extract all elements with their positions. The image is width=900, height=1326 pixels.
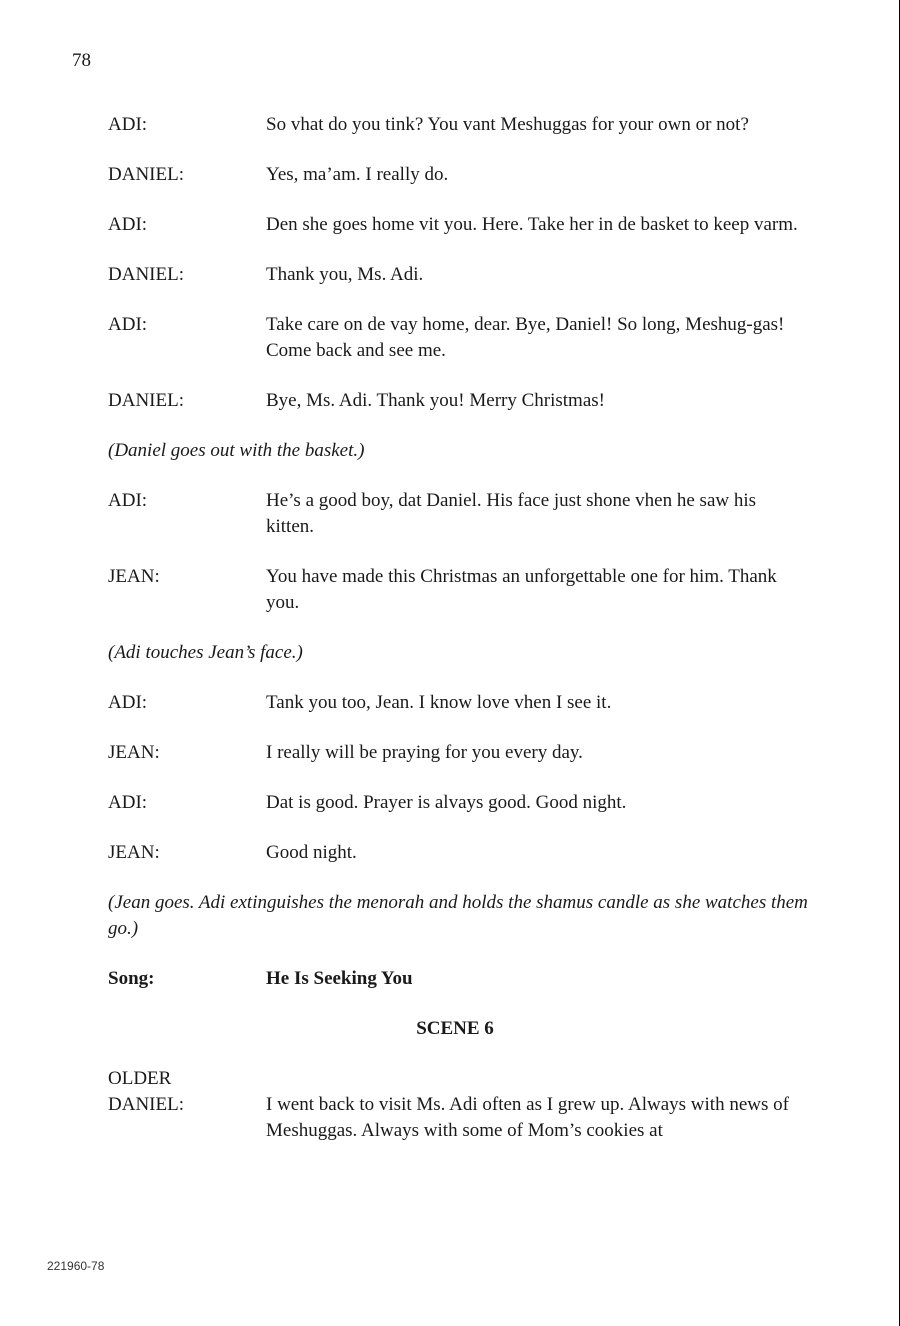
dialogue-line [108,162,808,188]
speaker-name [108,1066,266,1144]
stage-direction: (Daniel goes out with the basket.) [108,440,365,461]
dialogue-text: Good night. [266,842,357,863]
speaker-name: DANIEL: [108,264,184,285]
dialogue-text: Dat is good. Prayer is alvays good. Good night. [266,792,627,813]
speaker-name: ADI: [108,114,148,135]
dialogue-line [108,262,808,288]
footer-code: 221960-78 [47,1259,105,1273]
script-body [108,112,808,1144]
speaker-name: JEAN: [108,842,160,863]
dialogue-text: You have made this Christmas an unforgettable one for him. Thank you. [266,566,777,613]
speaker-name: ADI: [108,792,148,813]
speaker-name: ADI: [108,692,148,713]
song-line [108,966,808,992]
dialogue-line [108,564,808,616]
dialogue-text: Bye, Ms. Adi. Thank you! Merry Christmas! [266,390,605,411]
dialogue-text: Yes, ma’am. I really do. [266,164,449,185]
dialogue-line [108,112,808,138]
dialogue-line [108,488,808,540]
speaker-name-line-2: DANIEL: [108,1094,184,1115]
page-number: 78 [72,50,91,71]
dialogue-line [108,740,808,766]
dialogue-text: Take care on de vay home, dear. Bye, Daniel! So long, Meshug-gas! Come back and see me. [266,314,785,361]
dialogue-text: I really will be praying for you every day. [266,742,583,763]
dialogue-text: Tank you too, Jean. I know love vhen I see it. [266,692,612,713]
dialogue-line [108,388,808,414]
dialogue-text: Den she goes home vit you. Here. Take her in de basket to keep varm. [266,214,798,235]
stage-direction: (Jean goes. Adi extinguishes the menorah and holds the shamus candle as she watches them go.) [108,892,808,939]
dialogue-line [108,1066,808,1144]
song-title: He Is Seeking You [266,968,413,989]
speaker-name: JEAN: [108,742,160,763]
speaker-name: DANIEL: [108,164,184,185]
dialogue-line [108,690,808,716]
speaker-name-line-1: OLDER [108,1068,172,1089]
speaker-name: ADI: [108,214,148,235]
speaker-name: DANIEL: [108,390,184,411]
dialogue-line [108,840,808,866]
dialogue-text: Thank you, Ms. Adi. [266,264,424,285]
speaker-name: ADI: [108,490,148,511]
stage-direction: (Adi touches Jean’s face.) [108,642,303,663]
speaker-name: ADI: [108,314,148,335]
speaker-name: JEAN: [108,566,160,587]
dialogue-text: I went back to visit Ms. Adi often as I grew up. Always with news of Meshuggas. Always with some of Mom’s cookies at [266,1094,789,1141]
scene-heading: SCENE 6 [416,1018,494,1039]
dialogue-line [108,312,808,364]
dialogue-text: So vhat do you tink? You vant Meshuggas for your own or not? [266,114,749,135]
dialogue-text: He’s a good boy, dat Daniel. His face just shone vhen he saw his kitten. [266,490,757,537]
dialogue-line [108,212,808,238]
dialogue-line [108,790,808,816]
song-label: Song: [108,968,155,989]
